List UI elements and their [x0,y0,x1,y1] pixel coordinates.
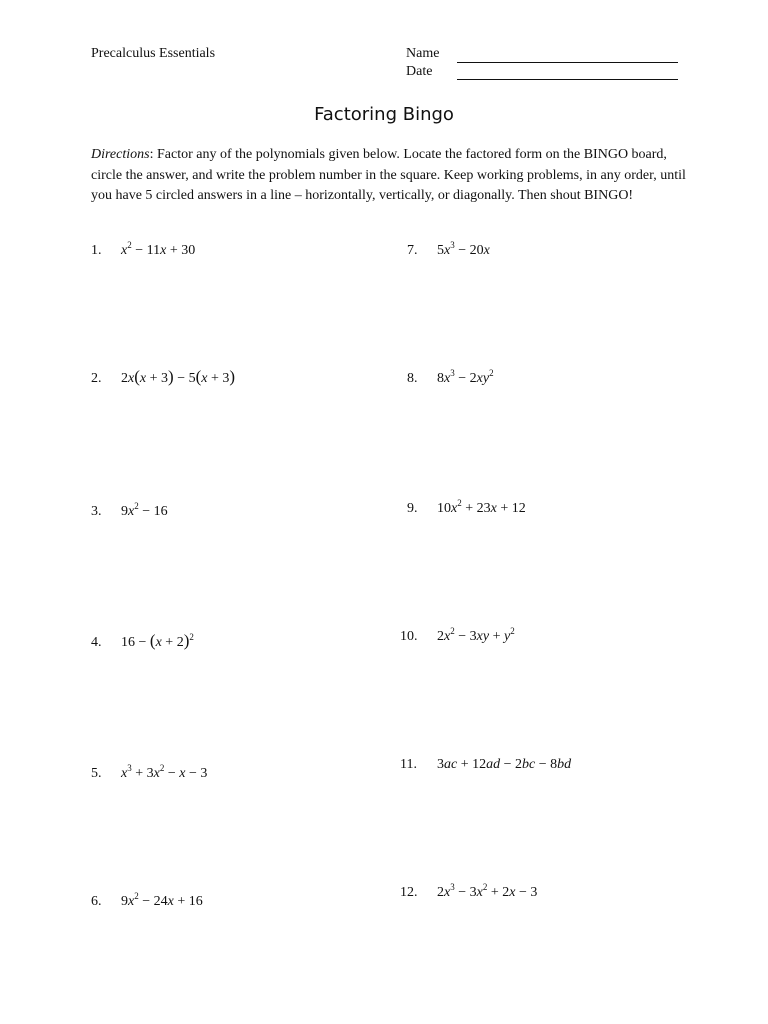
problem-number: 7. [407,243,418,258]
problem-expression: $9x^2 - 16$ [121,501,168,519]
problem-expression: $9x^2 - 24x + 16$ [121,891,203,909]
problem-number: 12. [400,885,418,900]
directions-paragraph [91,145,687,207]
problem-expression: 3ac + 12ad − 2bc − 8bd [437,757,572,772]
problem-number: 3. [91,504,102,519]
problem-number: 1. [91,243,102,258]
date-label: Date [406,64,433,79]
directions-text: Factor any of the polynomials given below. Locate the factored form on the BINGO board, circle the answer, and write the problem number in the square. Keep working problems, in any order, until you have 5 circled answers in a line – horizontally, vertically, or diagonally. Then shout BINGO! [91,147,686,204]
problem-number: 2. [91,371,102,386]
course-title: Precalculus Essentials [91,46,216,61]
directions-colon: : [149,147,154,162]
name-field-line[interactable] [457,62,678,63]
problem-number: 8. [407,371,418,386]
directions-lead: Directions [91,147,150,162]
problem-number: 5. [91,766,102,781]
problem-expression: $5x^3 - 20x$ [437,240,490,258]
problem-expression: 2x(x + 3) − 5(x + 3) [121,367,236,386]
problem-number: 6. [91,894,102,909]
page-title: Factoring Bingo [314,104,454,125]
problem-expression: $2x^2 - 3xy + y^2$ [437,626,515,644]
problem-expression: $8x^3 - 2xy^2$ [437,368,494,386]
problem-expression: $x^2 - 11x + 30$ [121,240,196,258]
problem-expression: $10x^2 + 23x + 12$ [437,498,526,516]
name-label: Name [406,46,440,61]
problem-number: 4. [91,635,102,650]
problem-expression: $x^3 + 3x^2 - x - 3$ [121,763,208,781]
problem-number: 11. [400,757,417,772]
problem-expression: $16 - (x + 2)^2$ [121,631,194,650]
problem-number: 9. [407,501,418,516]
problem-number: 10. [400,629,418,644]
problem-expression: $2x^3 - 3x^2 + 2x - 3$ [437,882,538,900]
date-field-line[interactable] [457,79,678,80]
